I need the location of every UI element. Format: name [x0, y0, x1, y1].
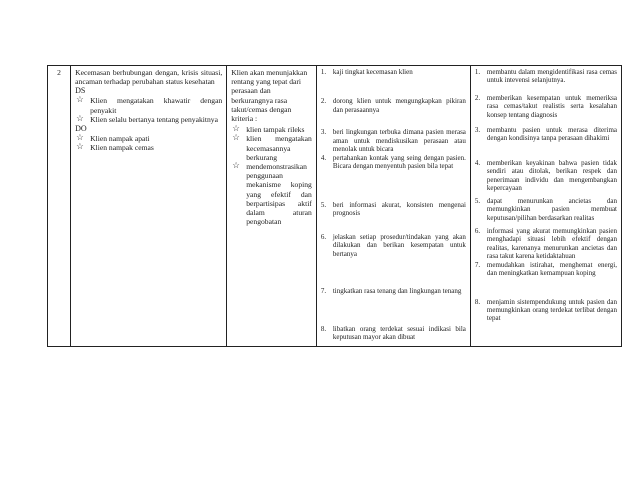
list-item: 3. membantu pasien untuk merasa diterima dengan kondisinya tanpa perasaan dihakimi	[474, 126, 617, 143]
list-item: 2. dorong klien untuk mengungkapkan pikiran dan perasaannya	[320, 97, 466, 114]
rationale-cell	[470, 66, 621, 347]
star-outline-icon: ☆	[232, 133, 240, 144]
goal-intro: Klien akan menunjakkan rentang yang tepat dari perasaan dan berkurangnya rasa takut/cemas dengan kriteria :	[231, 68, 308, 124]
star-outline-icon: ☆	[232, 161, 240, 172]
star-outline-icon: ☆	[76, 113, 84, 124]
star-outline-icon: ☆	[76, 142, 84, 153]
do-list	[75, 134, 222, 152]
row-number: 2	[57, 68, 61, 77]
ds-list	[75, 96, 222, 124]
list-item: ☆ Klien selalu bertanya tentang penyakitnya	[76, 113, 218, 124]
list-item: ☆ klien mengatakan kecemasannya berkurang	[232, 133, 312, 162]
table-row	[48, 66, 622, 347]
ds-label: DS	[75, 86, 86, 96]
list-item: 6. informasi yang akurat memungkinkan pasien menghadapi situasi lebih efektif dengan realitas, karenanya menurunkan ancietas dan rasa takut karena ketidaktahuan	[474, 227, 617, 261]
list-item: 1. membantu dalam mengidentifikasi rasa cemas untuk intevensi selanjutnya.	[474, 68, 617, 85]
list-item: ☆ Klien nampak cemas	[76, 142, 154, 153]
list-item: ☆ Klien mengatakan khawatir dengan penyakit	[76, 95, 223, 115]
list-item: 6. jelaskan setiap prosedur/tindakan yang akan dilakukan dan berikan kesempatan untuk bertanya	[320, 232, 466, 258]
list-item: 4. memberikan keyakinan bahwa pasien tidak sendiri atau ditolak, berikan respek dan penerimaan individu dan mengembangkan kepercayaan	[474, 159, 617, 193]
list-item: 8. menjamin sistempendukung untuk pasien dan memungkinkan orang terdekat terlibat dengan tepat	[474, 297, 617, 323]
do-label: DO	[75, 124, 87, 134]
list-item: 8. libatkan orang terdekat sesuai indikasi bila keputusan mayor akan dibuat	[320, 324, 466, 342]
list-item: 7. tingkatkan rasa tenang dan lingkungan tenang	[320, 286, 462, 295]
list-item: 7. memudahkan istirahat, menghemat energi, dan meningkatkan kemampuan koping	[474, 260, 617, 278]
goal-criteria-list	[231, 125, 312, 226]
goal-cell	[227, 66, 317, 347]
list-item: 2. memberikan kesempatan untuk memeriksa rasa cemas/takut realistis serta kesalahan konsep tentang diagnosis	[474, 94, 617, 119]
list-item: 4. pertahankan kontak yang seing dengan pasien. Bicara dengan menyentuh pasien bila tepat	[320, 153, 466, 171]
star-outline-icon: ☆	[76, 133, 84, 144]
interventions-list	[321, 68, 466, 342]
star-outline-icon: ☆	[76, 95, 84, 106]
list-item: ☆ Klien nampak apati	[76, 133, 150, 144]
star-outline-icon: ☆	[232, 124, 240, 135]
nursing-care-plan-table	[47, 65, 622, 347]
rationale-list	[475, 68, 617, 323]
list-item: ☆ mendemonstrasikan penggunaan mekanisme koping yang efektif dan berpartisipas aktif dalam aturan pengobatan	[232, 161, 312, 227]
list-item: ☆ klien tampak rileks	[232, 124, 305, 135]
list-item: 5. dapat menurunkan ancietas dan memungkinkan pasien membuat keputusan/pilihan berdasarkan realitas	[474, 197, 617, 222]
diagnosis-statement: Kecemasan berhubungan dengan, krisis situasi, ancaman terhadap perubahan status kesehatan	[75, 68, 223, 87]
list-item: 5. beri informasi akurat, konsisten mengenai prognosis	[320, 200, 466, 218]
diagnosis-cell	[71, 66, 227, 347]
interventions-cell	[316, 66, 470, 347]
list-item: 3. beri lingkungan terbuka dimana pasien merasa aman untuk mendiskusikan perasaan atau menolak untuk bicara	[320, 128, 466, 154]
list-item: 1. kaji tingkat kecemasan klien	[320, 68, 413, 76]
row-number-cell	[48, 66, 71, 347]
